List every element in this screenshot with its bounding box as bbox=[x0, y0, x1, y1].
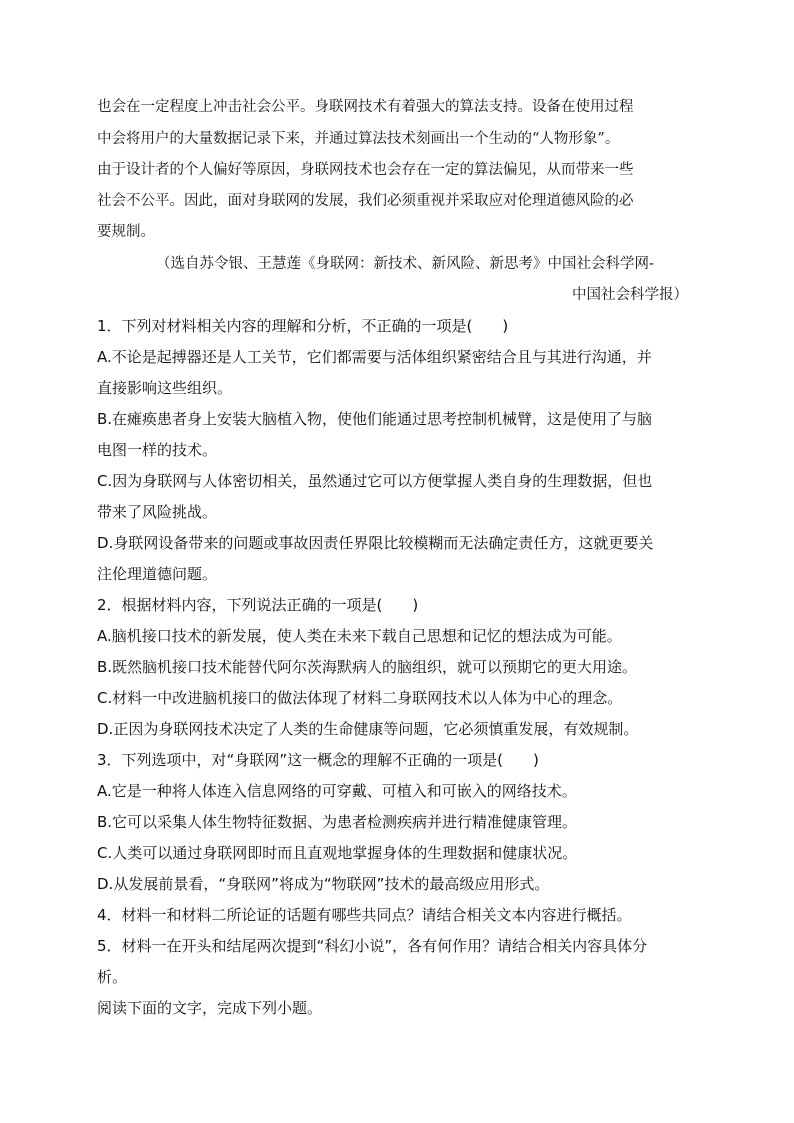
passage-line: 中会将用户的大量数据记录下来，并通过算法技术刻画出一个生动的“人物形象”。 bbox=[97, 131, 620, 147]
question-1-option-d-cont: 注伦理道德问题。 bbox=[97, 565, 218, 583]
question-3-option-a: A.它是一种将人体连入信息网络的可穿戴、可植入和可嵌入的网络技术。 bbox=[97, 782, 577, 800]
question-2-option-d: D.正因为身联网技术决定了人类的生命健康等问题，它必须慎重发展，有效规制。 bbox=[97, 720, 639, 738]
question-1-option-b-cont: 电图一样的技术。 bbox=[97, 441, 218, 459]
question-1-option-a-cont: 直接影响这些组织。 bbox=[97, 379, 233, 397]
passage-line: 社会不公平。因此，面对身联网的发展，我们必须重视并采取应对伦理道德风险的必 bbox=[97, 193, 634, 209]
question-3-option-c: C.人类可以通过身联网即时而且直观地掌握身体的生理数据和健康状况。 bbox=[97, 844, 578, 862]
question-3-option-b: B.它可以采集人体生物特征数据、为患者检测疾病并进行精准健康管理。 bbox=[97, 813, 578, 831]
question-2-option-a: A.脑机接口技术的新发展，使人类在未来下载自己思想和记忆的想法成为可能。 bbox=[97, 627, 622, 645]
question-1-option-d: D.身联网设备带来的问题或事故因责任界限比较模糊而无法确定责任方，这就更要关 bbox=[97, 534, 654, 552]
passage-line: 由于设计者的个人偏好等原因，身联网技术也会存在一定的算法偏见，从而带来一些 bbox=[97, 162, 634, 178]
source-citation: （选自苏令银、王慧莲《身联网：新技术、新风险、新思考》中国社会科学网- bbox=[156, 256, 654, 272]
question-5-stem: 5．材料一在开头和结尾两次提到“科幻小说”，各有何作用？请结合相关内容具体分 bbox=[97, 937, 648, 955]
question-2-option-c: C.材料一中改进脑机接口的做法体现了材料二身联网技术以人体为中心的理念。 bbox=[97, 689, 623, 707]
question-3-option-d: D.从发展前景看，“身联网”将成为“物联网”技术的最高级应用形式。 bbox=[97, 875, 550, 893]
question-5-stem-cont: 析。 bbox=[97, 968, 128, 986]
source-citation-cont: 中国社会科学报） bbox=[572, 287, 688, 303]
question-2-option-b: B.既然脑机接口技术能替代阿尔茨海默病人的脑组织，就可以预期它的更大用途。 bbox=[97, 658, 638, 676]
question-4-stem: 4．材料一和材料二所论证的话题有哪些共同点？请结合相关文本内容进行概括。 bbox=[97, 906, 632, 924]
question-1-option-c: C.因为身联网与人体密切相关，虽然通过它可以方便掌握人类自身的生理数据，但也 bbox=[97, 472, 653, 490]
question-1-option-a: A.不论是起搏器还是人工关节，它们都需要与活体组织紧密结合且与其进行沟通，并 bbox=[97, 348, 652, 366]
closing-instruction: 阅读下面的文字，完成下列小题。 bbox=[97, 999, 323, 1017]
question-3-stem: 3．下列选项中，对“身联网”这一概念的理解不正确的一项是( ) bbox=[97, 751, 539, 769]
passage-line: 也会在一定程度上冲击社会公平。身联网技术有着强大的算法支持。设备在使用过程 bbox=[97, 99, 634, 115]
passage-line: 要规制。 bbox=[97, 224, 155, 240]
question-1-stem: 1．下列对材料相关内容的理解和分析，不正确的一项是( ) bbox=[97, 317, 509, 335]
question-1-option-b: B.在瘫痪患者身上安装大脑植入物，使他们能通过思考控制机械臂，这是使用了与脑 bbox=[97, 410, 653, 428]
question-1-option-c-cont: 带来了风险挑战。 bbox=[97, 503, 218, 521]
question-2-stem: 2．根据材料内容，下列说法正确的一项是( ) bbox=[97, 596, 419, 614]
